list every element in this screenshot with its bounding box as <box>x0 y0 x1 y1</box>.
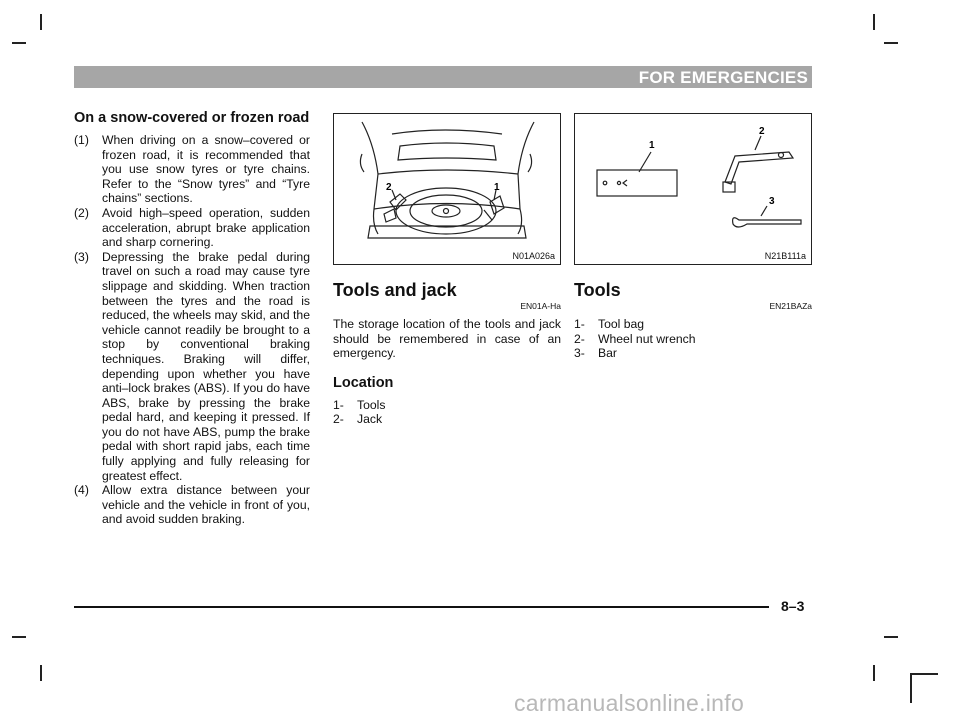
part-name: Bar <box>598 346 617 361</box>
figure-label-3: 3 <box>769 196 775 207</box>
step-text: Allow extra distance between your vehicle and the vehicle in front of you, and avoid sudden braking. <box>102 483 310 527</box>
tools-jack-heading: Tools and jack <box>333 280 457 300</box>
snow-steps-list <box>74 133 310 527</box>
figure-label-1: 1 <box>494 182 500 193</box>
figure-label-2: 2 <box>386 182 392 193</box>
part-number: 3- <box>574 346 585 361</box>
snow-section <box>74 110 310 527</box>
footer-rule <box>74 606 769 608</box>
tools-section <box>574 113 812 361</box>
tools-parts-list <box>574 317 812 361</box>
list-item <box>574 317 812 332</box>
crop-mark <box>12 636 26 638</box>
location-parts-list <box>333 398 561 427</box>
figure-caption: N21B111a <box>764 251 806 261</box>
part-number: 2- <box>333 412 344 427</box>
step-text: Depressing the brake pedal during travel on such a road may cause tyre slippage and skidding. When traction between the tyres and the road is reduced, the wheels may skid, and the vehicle cannot readily be brought to a stop by conventional braking techniques. Braking will differ, depending upon whether you have anti–lock brakes (ABS). If you do have ABS, brake by pressing the brake pedal hard, and keeping it pressed. If you do not have ABS, pump the brake pedal with short rapid jabs, each time fully applying and fully releasing for greatest effect. <box>102 249 310 483</box>
list-item <box>574 346 812 361</box>
part-number: 1- <box>333 397 344 412</box>
step-number: (3) <box>74 249 89 264</box>
corner-mark <box>910 673 912 703</box>
crop-mark <box>40 14 42 30</box>
watermark: carmanualsonline.info <box>514 690 745 716</box>
part-number: 1- <box>574 317 585 331</box>
crop-mark <box>873 14 875 30</box>
crop-mark <box>12 42 26 44</box>
list-item <box>333 412 561 427</box>
snow-heading: On a snow-covered or frozen road <box>74 110 310 126</box>
trunk-illustration <box>334 114 560 264</box>
list-item <box>74 250 310 484</box>
part-name: Wheel nut wrench <box>598 331 696 346</box>
crop-mark <box>873 665 875 681</box>
crop-mark <box>884 42 898 44</box>
tools-heading-row <box>574 280 812 301</box>
tools-illustration <box>575 114 811 264</box>
tools-figure <box>574 113 812 265</box>
part-name: Jack <box>357 412 383 427</box>
step-number: (2) <box>74 205 89 220</box>
list-item <box>74 133 310 206</box>
section-code: EN21BAZa <box>769 301 812 311</box>
step-text: When driving on a snow–covered or frozen road, it is recommended that you use snow tyres or tyre chains. Refer to the “Snow tyres” and “Tyre chains” sections. <box>102 133 310 206</box>
crop-mark <box>40 665 42 681</box>
step-number: (4) <box>74 483 89 498</box>
part-number: 2- <box>574 331 585 346</box>
part-name: Tools <box>357 397 386 412</box>
list-item <box>74 206 310 250</box>
section-title: FOR EMERGENCIES <box>638 68 808 87</box>
list-item <box>74 483 310 527</box>
corner-mark <box>910 673 938 675</box>
step-text: Avoid high–speed operation, sudden acceleration, abrupt brake application and sharp cornering. <box>102 205 310 250</box>
tools-and-jack-section <box>333 113 561 427</box>
tools-jack-body: The storage location of the tools and jack should be remembered in case of an emergency. <box>333 317 561 361</box>
step-number: (1) <box>74 133 89 147</box>
figure-label-1: 1 <box>649 140 655 151</box>
figure-label-2: 2 <box>759 126 765 137</box>
tools-jack-heading-row <box>333 280 561 301</box>
location-heading: Location <box>333 374 394 391</box>
tools-heading: Tools <box>574 280 621 300</box>
crop-mark <box>884 636 898 638</box>
trunk-figure <box>333 113 561 265</box>
list-item <box>574 332 812 347</box>
section-header-bar <box>74 66 812 88</box>
list-item <box>333 398 561 413</box>
page-number: 8–3 <box>781 598 805 614</box>
figure-caption: N01A026a <box>512 251 555 261</box>
part-name: Tool bag <box>598 317 645 331</box>
section-code: EN01A-Ha <box>520 301 561 311</box>
